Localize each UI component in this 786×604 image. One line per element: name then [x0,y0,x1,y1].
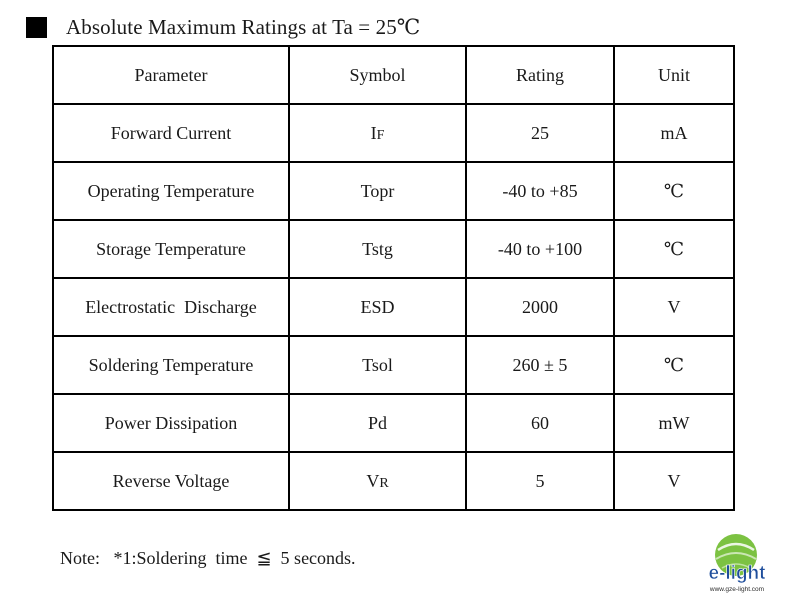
symbol-subscript: F [376,127,385,143]
e-light-logo [692,532,782,598]
column-header-unit: Unit [614,46,734,104]
column-header-symbol: Symbol [289,46,466,104]
cell-parameter: Storage Temperature [53,220,289,278]
cell-symbol [289,278,466,336]
symbol-main: Tsol [362,354,393,375]
cell-symbol [289,452,466,510]
cell-rating: 5 [466,452,614,510]
cell-unit: ℃ [614,162,734,220]
page-title: Absolute Maximum Ratings at Ta = 25℃ [66,14,421,39]
cell-parameter: Power Dissipation [53,394,289,452]
cell-unit: ℃ [614,220,734,278]
footnote: Note: *1:Soldering time ≦ 5 seconds. [60,548,356,568]
cell-symbol [289,336,466,394]
cell-rating: -40 to +100 [466,220,614,278]
column-header-rating: Rating [466,46,614,104]
cell-unit: mA [614,104,734,162]
cell-parameter: Soldering Temperature [53,336,289,394]
cell-unit: V [614,452,734,510]
table-header-row [53,46,734,104]
symbol-main: ESD [360,296,395,317]
table-row [53,336,734,394]
cell-parameter: Operating Temperature [53,162,289,220]
cell-rating: 2000 [466,278,614,336]
logo-brand-text: e-light [708,563,766,584]
cell-rating: 25 [466,104,614,162]
cell-parameter: Electrostatic Discharge [53,278,289,336]
logo-url-text: www.gze-light.com [709,586,765,593]
cell-rating: -40 to +85 [466,162,614,220]
cell-symbol [289,394,466,452]
table-row [53,394,734,452]
cell-unit: ℃ [614,336,734,394]
cell-unit: mW [614,394,734,452]
symbol-subscript: R [379,475,389,491]
symbol-main: V [366,470,380,491]
table-row [53,162,734,220]
table-row [53,278,734,336]
symbol-main: I [370,122,377,143]
cell-symbol [289,162,466,220]
cell-unit: V [614,278,734,336]
heading [26,12,420,42]
cell-parameter: Reverse Voltage [53,452,289,510]
black-square-icon [26,17,47,38]
cell-rating: 60 [466,394,614,452]
cell-parameter: Forward Current [53,104,289,162]
cell-symbol [289,104,466,162]
table-row [53,220,734,278]
symbol-main: Topr [360,180,395,201]
cell-symbol [289,220,466,278]
symbol-main: Tstg [362,238,393,259]
cell-rating: 260 ± 5 [466,336,614,394]
table-row [53,452,734,510]
symbol-main: Pd [367,412,387,433]
table-row [53,104,734,162]
ratings-table [52,45,735,511]
column-header-parameter: Parameter [53,46,289,104]
